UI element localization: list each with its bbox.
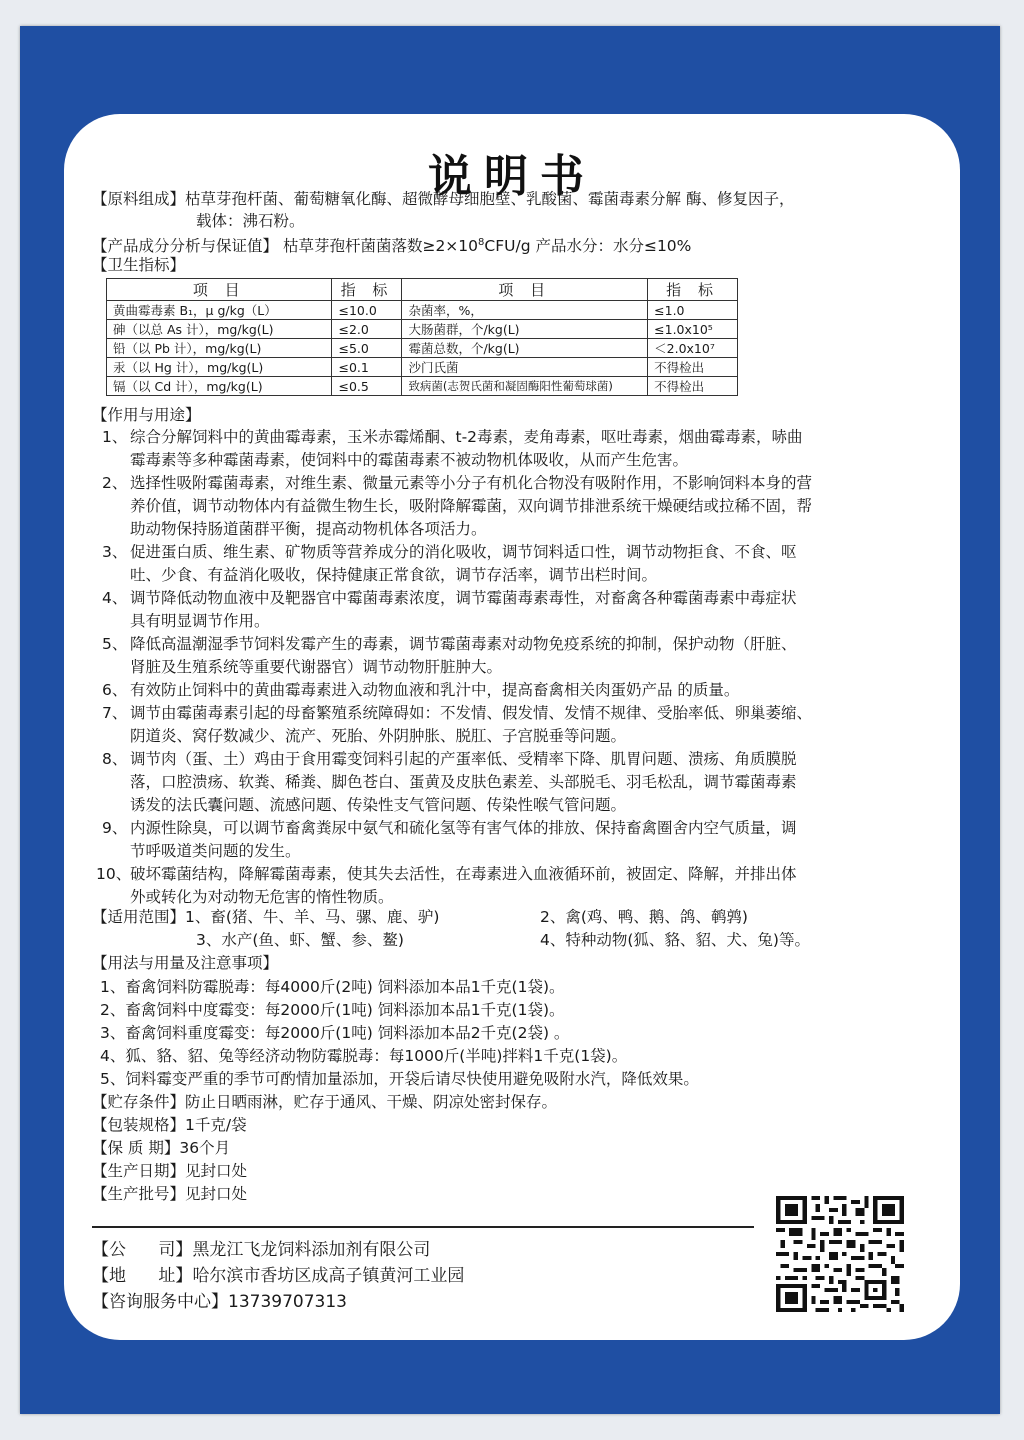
usage-item-text: 助动物保持肠道菌群平衡，提高动物机体各项活力。 <box>130 520 487 538</box>
hygiene-value: ≤5.0 <box>332 339 402 358</box>
table-row <box>107 358 738 377</box>
hygiene-value: ≤0.5 <box>332 377 402 396</box>
usage-item-number: 1、 <box>102 428 128 446</box>
hygiene-item: 大肠菌群，个/kg(L) <box>402 320 648 339</box>
hygiene-item: 致病菌(志贺氏菌和凝固酶阳性葡萄球菌) <box>402 377 648 396</box>
usage-item-number: 4、 <box>102 589 128 607</box>
usage-item-text: 选择性吸附霉菌毒素，对维生素、微量元素等小分子有机化合物没有吸附作用，不影响饲料本身的营 <box>130 474 813 492</box>
usage-item-text: 肾脏及生殖系统等重要代谢器官）调节动物肝脏肿大。 <box>130 658 503 676</box>
qr-code-icon[interactable] <box>776 1196 904 1312</box>
hygiene-value: 不得检出 <box>648 358 738 377</box>
usage-item-number: 8、 <box>102 750 128 768</box>
hygiene-item: 砷（以总 As 计），mg/kg(L) <box>107 320 332 339</box>
company-line <box>92 1238 430 1262</box>
ingredients-line1 <box>92 188 794 210</box>
address-value: 哈尔滨市香坊区成高子镇黄河工业园 <box>192 1266 465 1286</box>
dosage-label: 【用法与用量及注意事项】 <box>92 954 279 972</box>
usage-item-text: 调节由霉菌毒素引起的母畜繁殖系统障碍如：不发情、假发情、发情不规律、受胎率低、卵巢萎缩、 <box>130 704 813 722</box>
scope-line1 <box>92 906 439 928</box>
address-label: 【地 址】 <box>92 1266 193 1286</box>
usage-item-number: 10、 <box>96 865 132 883</box>
usage-item-number: 6、 <box>102 681 128 699</box>
usage-item-text: 内源性除臭，可以调节畜禽粪尿中氨气和硫化氢等有害气体的排放、保持畜禽圈舍内空气质量，调 <box>130 819 797 837</box>
scope-label: 【适用范围】 <box>92 908 186 926</box>
scope-item-1: 1、畜(猪、牛、羊、马、骡、鹿、驴) <box>185 908 440 926</box>
footer-divider <box>92 1226 754 1228</box>
hygiene-header-index-2: 指 标 <box>648 279 738 301</box>
usage-item-number: 9、 <box>102 819 128 837</box>
batch-line <box>92 1183 247 1205</box>
production-date-value: 见封口处 <box>185 1162 248 1180</box>
production-date-label: 【生产日期】 <box>92 1162 186 1180</box>
dosage-item: 2、畜禽饲料中度霉变：每2000斤(1吨) 饲料添加本品1千克(1袋)。 <box>100 1001 565 1019</box>
table-row <box>107 320 738 339</box>
analysis-label: 【产品成分分析与保证值】 <box>92 237 279 256</box>
dosage-item: 3、畜禽饲料重度霉变：每2000斤(1吨) 饲料添加本品2千克(2袋) 。 <box>100 1024 570 1042</box>
company-value: 黑龙江飞龙饲料添加剂有限公司 <box>192 1240 431 1260</box>
usage-item-text: 霉毒素等多种霉菌毒素，使饲料中的霉菌毒素不被动物机体吸收，从而产生危害。 <box>130 451 689 469</box>
hygiene-item: 杂菌率，%， <box>402 301 648 320</box>
dosage-item: 1、畜禽饲料防霉脱毒：每4000斤(2吨) 饲料添加本品1千克(1袋)。 <box>100 978 565 996</box>
usage-item-text: 落，口腔溃疡、软粪、稀粪、脚色苍白、蛋黄及皮肤色素差、头部脱毛、羽毛松乱，调节霉菌毒素 <box>130 773 797 791</box>
package-line <box>92 1114 247 1136</box>
batch-label: 【生产批号】 <box>92 1185 186 1203</box>
hygiene-header-index: 指 标 <box>332 279 402 301</box>
usage-item-number: 5、 <box>102 635 128 653</box>
analysis-exponent: 8 <box>478 237 485 248</box>
usage-item-number: 2、 <box>102 474 128 492</box>
usage-label: 【作用与用途】 <box>92 406 201 424</box>
hygiene-header-row <box>107 279 738 301</box>
hygiene-item: 沙门氏菌 <box>402 358 648 377</box>
usage-item-text: 阴道炎、窝仔数减少、流产、死胎、外阴肿胀、脱肛、子宫脱垂等问题。 <box>130 727 627 745</box>
table-row <box>107 339 738 358</box>
hygiene-header-item: 项 目 <box>107 279 332 301</box>
storage-label: 【贮存条件】 <box>92 1093 186 1111</box>
ingredients-label: 【原料组成】 <box>92 190 186 208</box>
shelf-life-value: 36个月 <box>179 1139 231 1157</box>
hygiene-item: 镉（以 Cd 计），mg/kg(L) <box>107 377 332 396</box>
usage-item-text: 具有明显调节作用。 <box>130 612 270 630</box>
service-phone: 13739707313 <box>228 1292 347 1312</box>
ingredients-line2: 载体：沸石粉。 <box>196 212 305 230</box>
hygiene-label: 【卫生指标】 <box>92 256 186 274</box>
address-line <box>92 1264 464 1288</box>
batch-value: 见封口处 <box>185 1185 248 1203</box>
hygiene-value: ≤1.0 <box>648 301 738 320</box>
hygiene-item: 汞（以 Hg 计），mg/kg(L) <box>107 358 332 377</box>
page-title: 说明书 <box>428 151 596 202</box>
package-value: 1千克/袋 <box>185 1116 247 1134</box>
ingredients-text: 枯草芽孢杆菌、葡萄糖氧化酶、超微酵母细胞壁、乳酸菌、霉菌毒素分解 酶、修复因子， <box>185 190 795 208</box>
dosage-item: 5、饲料霉变严重的季节可酌情加量添加，开袋后请尽快使用避免吸附水汽，降低效果。 <box>100 1070 699 1088</box>
usage-item-text: 调节肉（蛋、土）鸡由于食用霉变饲料引起的产蛋率低、受精率下降、肌胃问题、溃疡、角质膜脱 <box>130 750 797 768</box>
company-label: 【公 司】 <box>92 1240 193 1260</box>
usage-item-text: 降低高温潮湿季节饲料发霉产生的毒素，调节霉菌毒素对动物免疫系统的抑制，保护动物（肝脏、 <box>130 635 797 653</box>
hygiene-item: 黄曲霉毒素 B₁，μ g/kg（L） <box>107 301 332 320</box>
analysis-text-pre: 枯草芽孢杆菌菌落数≥2×10 <box>282 237 479 256</box>
hygiene-table <box>106 278 738 396</box>
usage-item-text: 吐、少食、有益消化吸收，保持健康正常食欲，调节存活率，调节出栏时间。 <box>130 566 658 584</box>
hygiene-value: ＜2.0x10⁷ <box>648 339 738 358</box>
table-row <box>107 377 738 396</box>
hygiene-value: ≤10.0 <box>332 301 402 320</box>
usage-item-text: 诱发的法氏囊问题、流感问题、传染性支气管问题、传染性喉气管问题。 <box>130 796 627 814</box>
table-row <box>107 301 738 320</box>
service-line <box>92 1290 347 1314</box>
hygiene-item: 霉菌总数，个/kg(L) <box>402 339 648 358</box>
scope-item-3: 3、水产(鱼、虾、蟹、参、鳌) <box>196 931 404 949</box>
dosage-item: 4、狐、貉、貂、兔等经济动物防霉脱毒：每1000斤(半吨)拌料1千克(1袋)。 <box>100 1047 628 1065</box>
production-date-line <box>92 1160 247 1182</box>
usage-item-text: 促进蛋白质、维生素、矿物质等营养成分的消化吸收，调节饲料适口性，调节动物拒食、不食、呕 <box>130 543 797 561</box>
hygiene-value: ≤1.0x10⁵ <box>648 320 738 339</box>
usage-item-text: 破坏霉菌结构，降解霉菌毒素，使其失去活性，在毒素进入血液循环前，被固定、降解，并排出体 <box>130 865 797 883</box>
shelf-life-line <box>92 1137 230 1159</box>
usage-item-text: 有效防止饲料中的黄曲霉毒素进入动物血液和乳汁中，提高畜禽相关肉蛋奶产品 的质量。 <box>130 681 740 699</box>
usage-item-text: 外或转化为对动物无危害的惰性物质。 <box>130 888 394 906</box>
usage-item-text: 养价值，调节动物体内有益微生物生长，吸附降解霉菌，双向调节排泄系统干燥硬结或拉稀不固，帮 <box>130 497 813 515</box>
shelf-life-label: 【保 质 期】 <box>92 1139 180 1157</box>
service-label: 【咨询服务中心】 <box>92 1292 228 1312</box>
hygiene-value: 不得检出 <box>648 377 738 396</box>
usage-item-number: 3、 <box>102 543 128 561</box>
usage-item-number: 7、 <box>102 704 128 722</box>
usage-item-text: 调节降低动物血液中及靶器官中霉菌毒素浓度，调节霉菌毒素毒性，对畜禽各种霉菌毒素中毒症状 <box>130 589 797 607</box>
package-label: 【包装规格】 <box>92 1116 186 1134</box>
usage-item-text: 节呼吸道类问题的发生。 <box>130 842 301 860</box>
hygiene-value: ≤2.0 <box>332 320 402 339</box>
scope-item-2: 2、禽(鸡、鸭、鹅、鸽、鹌鹑) <box>540 908 748 926</box>
usage-item-text: 综合分解饲料中的黄曲霉毒素，玉米赤霉烯酮、t-2毒素，麦角毒素，呕吐毒素，烟曲霉毒素，哧曲 <box>130 428 803 446</box>
scope-item-4: 4、特种动物(狐、貉、貂、犬、兔)等。 <box>540 931 810 949</box>
hygiene-header-item-2: 项 目 <box>402 279 648 301</box>
hygiene-item: 铅（以 Pb 计），mg/kg(L) <box>107 339 332 358</box>
hygiene-value: ≤0.1 <box>332 358 402 377</box>
storage-line <box>92 1091 557 1113</box>
analysis-text-post: CFU/g 产品水分：水分≤10% <box>484 237 692 256</box>
storage-value: 防止日晒雨淋，贮存于通风、干燥、阴凉处密封保存。 <box>185 1093 558 1111</box>
